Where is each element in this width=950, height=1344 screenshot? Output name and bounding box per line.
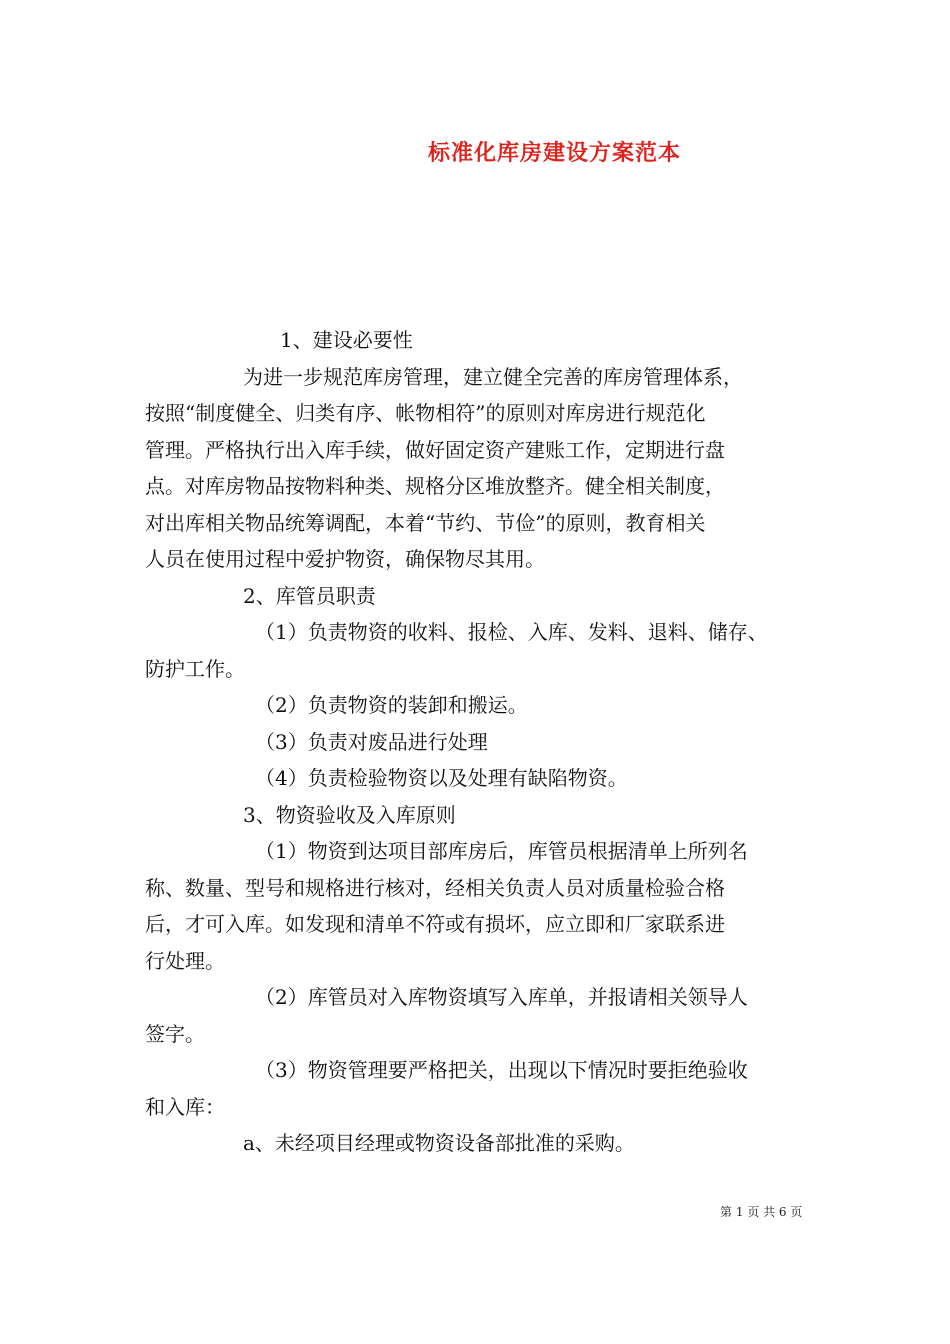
section-heading-3: 3、物资验收及入库原则 xyxy=(243,802,456,827)
list-item: （2）库管员对入库物资填写入库单，并报请相关领导人 xyxy=(255,985,748,1009)
paragraph-line: 防护工作。 xyxy=(145,656,245,681)
document-title: 标准化库房建设方案范本 xyxy=(428,140,682,166)
section-heading-2: 2、库管员职责 xyxy=(243,583,376,608)
paragraph-line: 称、数量、型号和规格进行核对，经相关负责人员对质量检验合格 xyxy=(145,875,725,900)
paragraph-line: 管理。严格执行出入库手续，做好固定资产建账工作，定期进行盘 xyxy=(145,437,725,462)
list-item: a、未经项目经理或物资设备部批准的采购。 xyxy=(243,1131,635,1155)
list-item: （2）负责物资的装卸和搬运。 xyxy=(255,693,528,717)
list-item: （3）负责对废品进行处理 xyxy=(255,729,488,754)
paragraph-line: 点。对库房物品按物料种类、规格分区堆放整齐。健全相关制度， xyxy=(145,474,725,498)
paragraph-line: 签字。 xyxy=(145,1021,205,1046)
list-item: （1）负责物资的收料、报检、入库、发料、退料、储存、 xyxy=(255,620,768,644)
list-item: （4）负责检验物资以及处理有缺陷物资。 xyxy=(255,766,628,790)
list-item: （1）物资到达项目部库房后，库管员根据清单上所列名 xyxy=(255,839,748,863)
paragraph-line: 对出库相关物品统筹调配，本着“节约、节俭”的原则，教育相关 xyxy=(145,510,706,535)
paragraph-line: 按照“制度健全、归类有序、帐物相符”的原则对库房进行规范化 xyxy=(145,401,706,425)
paragraph-line: 为进一步规范库房管理，建立健全完善的库房管理体系， xyxy=(243,364,743,389)
list-item: （3）物资管理要严格把关，出现以下情况时要拒绝验收 xyxy=(255,1058,748,1082)
document-body xyxy=(145,322,825,1162)
paragraph-line: 行处理。 xyxy=(145,948,225,973)
paragraph-line: 后，才可入库。如发现和清单不符或有损坏，应立即和厂家联系进 xyxy=(145,912,725,936)
section-heading-1: 1、建设必要性 xyxy=(280,328,413,352)
paragraph-line: 人员在使用过程中爱护物资，确保物尽其用。 xyxy=(145,547,545,571)
paragraph-line: 和入库： xyxy=(145,1094,225,1119)
page-footer: 第 1 页 共 6 页 xyxy=(720,1205,803,1219)
